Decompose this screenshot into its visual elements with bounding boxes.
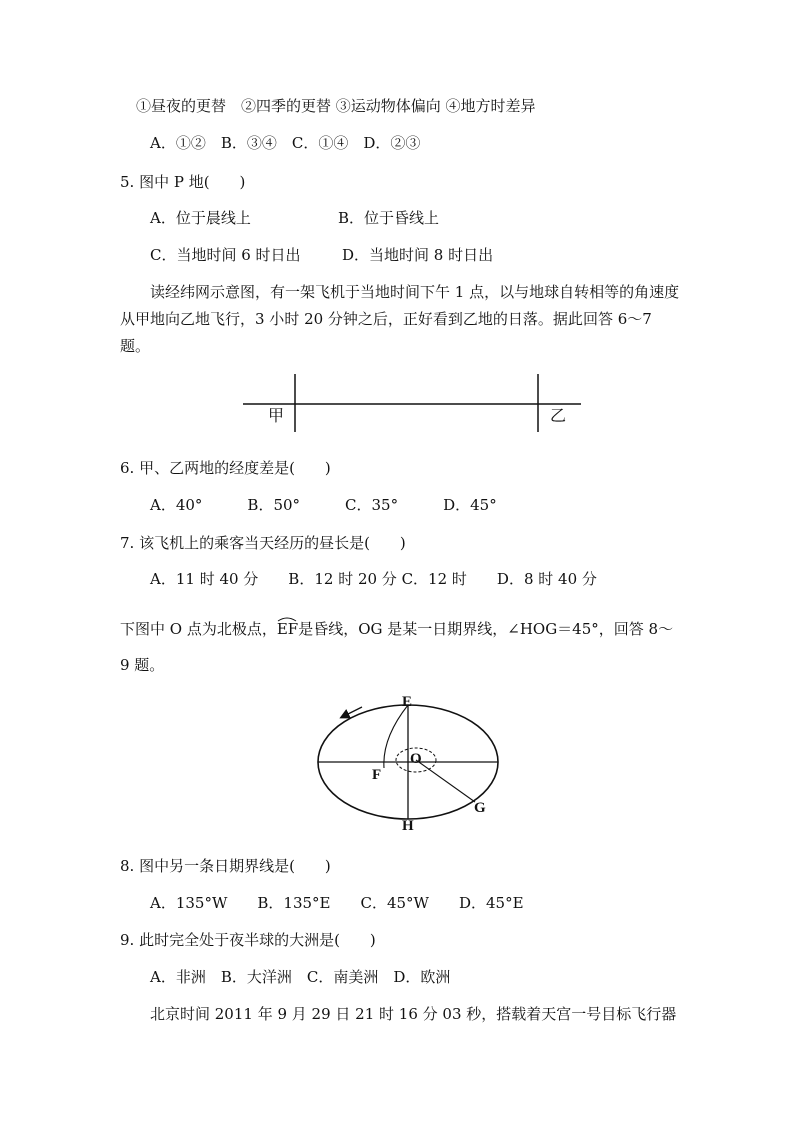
q5-stem: 5. 图中 P 地( ) xyxy=(120,173,246,191)
passage-2-line-1 xyxy=(120,619,673,639)
q9-stem: 9. 此时完全处于夜半球的大洲是( ) xyxy=(120,931,376,949)
label-yi: 乙 xyxy=(550,406,567,425)
passage-2-suffix: 是昏线，OG 是某一日期界线，∠HOG＝45°，回答 8～ xyxy=(298,620,674,638)
line-og xyxy=(416,760,475,802)
arc-mark-icon xyxy=(277,616,297,622)
q8-choices: A．135°W B．135°E C．45°W D．45°E xyxy=(150,894,524,912)
q5-choice-d: D．当地时间 8 时日出 xyxy=(342,246,494,264)
q4-options-line: ①昼夜的更替 ②四季的更替 ③运动物体偏向 ④地方时差异 xyxy=(136,97,536,115)
q8-stem: 8. 图中另一条日期界线是( ) xyxy=(120,857,331,875)
passage-1: 读经纬网示意图，有一架飞机于当地时间下午 1 点，以与地球自转相等的角速度从甲地向乙地飞行，3 小时 20 分钟之后，正好看到乙地的日落。据此回答 6～7 题。 xyxy=(120,283,680,355)
arc-ef-text: EF xyxy=(276,620,299,638)
passage-2-line-2: 9 题。 xyxy=(120,656,165,674)
q4-choices: A．①② B．③④ C．①④ D．②③ xyxy=(150,134,421,152)
q7-choices: A．11 时 40 分 B．12 时 20 分 C．12 时 D．8 时 40 分 xyxy=(150,570,597,588)
q5-choice-c: C．当地时间 6 时日出 xyxy=(150,246,301,264)
q5-choice-a: A．位于晨线上 xyxy=(150,209,251,227)
q9-choices: A．非洲 B．大洋洲 C．南美洲 D．欧洲 xyxy=(150,968,451,986)
figure-1-lat-lon-diagram xyxy=(243,372,583,434)
q5-choice-b: B．位于昏线上 xyxy=(338,209,440,227)
q7-stem: 7. 该飞机上的乘客当天经历的昼长是( ) xyxy=(120,534,406,552)
label-f: F xyxy=(372,767,382,783)
label-jia: 甲 xyxy=(268,406,285,425)
label-e: E xyxy=(402,694,413,710)
passage-3: 北京时间 2011 年 9 月 29 日 21 时 16 分 03 秒，搭载着天宫一号目标飞行器 xyxy=(150,1005,677,1023)
label-o: O xyxy=(410,751,422,767)
label-h: H xyxy=(402,818,414,834)
figure-2-polar-diagram xyxy=(310,690,550,840)
label-g: G xyxy=(474,800,486,816)
q6-stem: 6. 甲、乙两地的经度差是( ) xyxy=(120,459,331,477)
q6-choices: A．40° B．50° C．35° D．45° xyxy=(150,496,497,514)
arc-ef-label xyxy=(277,619,298,639)
passage-2-prefix: 下图中 O 点为北极点， xyxy=(120,620,277,638)
